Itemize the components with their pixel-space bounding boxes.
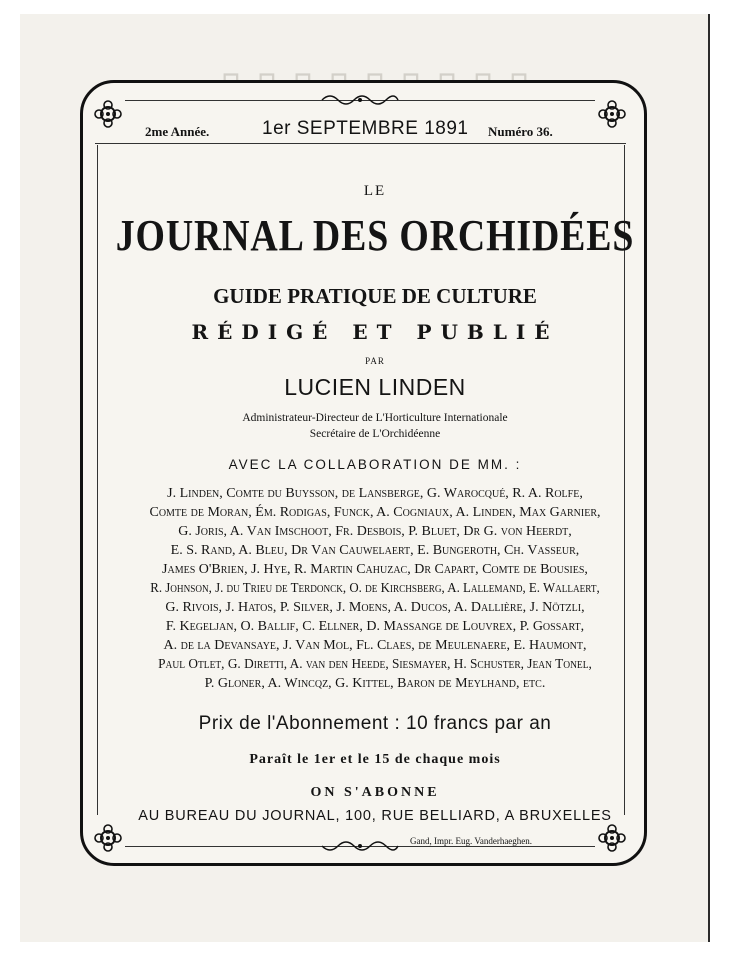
top-swirl-ornament-icon [320,92,400,108]
collaborator-line: Paul Otlet, G. Diretti, A. van den Heede, Siesmayer, H. Schuster, Jean Tonel, [158,657,592,672]
year-label: 2me Année. [145,124,210,139]
collaborator-line: P. Gloner, A. Wincqz, G. Kittel, Baron de Meylhand, etc. [204,676,546,691]
issue-date: 1er SEPTEMBRE 1891 [262,118,469,139]
collaborator-line: G. Rivois, J. Hatos, P. Silver, J. Moens, A. Ducos, A. Dallière, J. Nötzli, [165,600,585,615]
collaborator-line: G. Joris, A. Van Imschoot, Fr. Desbois, P. Bluet, Dr G. von Heerdt, [178,524,572,539]
redige-publie: RÉDIGÉ ET PUBLIÉ [191,320,559,344]
title-article: LE [363,183,387,199]
author-role-2: Secrétaire de L'Orchidéenne [309,428,441,440]
corner-ornament-icon [592,94,632,134]
subscribe-heading: ON S'ABONNE [310,785,440,800]
collaborator-line: E. S. Rand, A. Bleu, Dr Van Cauwelaert, E. Bungeroth, Ch. Vasseur, [170,543,580,558]
journal-subtitle: GUIDE PRATIQUE DE CULTURE [213,284,537,308]
collaborator-line: A. de la Devansaye, J. Van Mol, Fl. Claes, de Meulenaere, E. Haumont, [163,638,587,653]
author-role-1: Administrateur-Directeur de L'Horticulture Internationale [242,412,508,424]
journal-title: JOURNAL DES ORCHIDÉES [115,211,635,260]
issue-number: Numéro 36. [488,124,553,139]
collaboration-heading: AVEC LA COLLABORATION DE MM. : [228,457,522,472]
par-label: PAR [365,356,385,366]
subscription-price: Prix de l'Abonnement : 10 francs par an [198,713,552,734]
author-name: LUCIEN LINDEN [284,374,466,400]
corner-ornament-icon [88,818,128,858]
collaborator-line: James O'Brien, J. Hye, R. Martin Cahuzac, Dr Capart, Comte de Bousies, [162,562,588,577]
collaborator-line: R. Johnson, J. du Trieu de Terdonck, O. de Kirchsberg, A. Lallemand, E. Wallaert, [150,581,600,596]
printer-imprint: Gand, Impr. Eug. Vanderhaeghen. [410,836,533,846]
bottom-swirl-ornament-icon [320,838,400,854]
header-rule [95,143,626,144]
publication-frequency: Paraît le 1er et le 15 de chaque mois [249,752,501,767]
collaborator-line: J. Linden, Comte du Buysson, de Lansberge, G. Warocqué, R. A. Rolfe, [167,486,583,501]
collaborator-line: Comte de Moran, Ém. Rodigas, Funck, A. Cogniaux, A. Linden, Max Garnier, [149,505,601,520]
corner-ornament-icon [592,818,632,858]
subscription-address: AU BUREAU DU JOURNAL, 100, RUE BELLIARD, A BRUXELLES [138,808,612,824]
collaborator-line: F. Kegeljan, O. Ballif, C. Ellner, D. Massange de Louvrex, P. Gossart, [165,619,585,634]
corner-ornament-icon [88,94,128,134]
